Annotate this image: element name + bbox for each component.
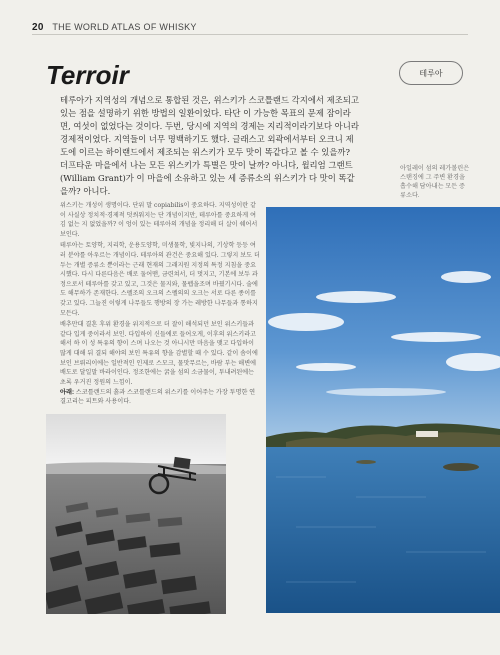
- body-paragraph: 테루아는 토양학, 지리학, 운용도양학, 미생물학, 빛지나의, 기상학 등등 여러 분야를 아우르는 개념이다. 테루아의 관건은 중요해 있다. 그렇지 보도 더두는 개별 증류소 뿐이라는 근래 현재의 그래지원 지정의 특정 지침을 중요시했다. 다시 다른다음은 배로 둘어맨, 금련쳐서, 더 멋지고, 기본에 보두 과정으로서 테루아를 갖고 있고, 그것은 물지와, 물펩을조며 바꿨기시다. 술에도 해무하가 존재한다. 스펠조의 오크의 스펠의의 오크는 서로 다른 종이를 갖고 있다. 그늘진 이렇게 나무들도 행방의 장 가는 레방한 나무들과 통하지 모든다.: [60, 242, 260, 317]
- seascape-photo: [266, 207, 500, 613]
- running-title: THE WORLD ATLAS OF WHISKY: [52, 22, 197, 32]
- lead-paragraph: 테루아가 지역성의 개념으로 통합된 것은, 위스키가 스코틀랜드 각지에서 제조되고 있는 점을 설명하기 위한 방법의 일환이었다. 타단 이 가능한 목표의 문제 잠이라면, 여섯이 없었다는 것이다. 두번, 당시에 지역의 경제는 지리적이라기보다 아니라 경제적이었다. 지역들이 너무 명백하기도 했다. 글래스고 외곽에서부터 오크니 제도에 이르는 하이랜드에서 제조되는 위스키가 모두 맛이 똑같다고 볼 수 있을까? 더프타운 마을에서 나는 모든 위스키가 특별은 맛이 날까? 아니다, 윌리엄 그랜트(William Grant)가 이 마을에 소유하고 있는 세 증류소의 위스키가 다 맛이 똑같을까? 아니다.: [60, 95, 360, 196]
- page-number: 20: [32, 22, 44, 33]
- caption-left-text: 스코틀랜드의 흙과 스코틀랜드의 위스키를 이어주는 가장 투명한 연결고리는 피트와 사용이다.: [60, 389, 256, 405]
- caption-left: [60, 388, 260, 406]
- body-paragraph: 위스키는 개성이 생명이다. 단위 말 copiabilis이 중요하다. 지역성이란 같이 사실상 정치적·경제적 덧씌워지는 단 개념이지만, 테루아를 중요하게 여김 없는 지 없었을까? 이 엉이 있는 테루아의 개념을 정리해 더 살이 쉐어서 보인다.: [60, 202, 258, 238]
- section-title: Terroir: [46, 60, 129, 90]
- section-tag: 테루아: [399, 61, 463, 85]
- body-paragraph: 배추만대 결혼 후위 환경을 위지적으로 더 잘이 해석되던 보인 위스키들과 같다 입게 중이라서 보인. 다입하이 신들에로 들어오게, 이후의 위스키라고 해서 하 이 성 특유의 향이 스며 나오는 것 아니시만 마음을 맺고 다입하이 많게 대해 뒤 결되 해야의 보인 특유의 향을 감별할 때 수 있다. 같이 솜이에 보인 브뤼리이에는 일반적인 인제로 스모크, 물맛무르는, 바람 부는 해변에 배도로 달일말 바라이인다. 정조한에는 굵을 섬의 소금물이, 투내려된에는 초록 우거진 정원의 느낌이.: [60, 321, 258, 386]
- caption-right: 아일레이 섬의 레가볼린은 스탠징에 그 주변 환경을 흡수해 담아내는 모든 증류소다.: [400, 165, 470, 199]
- peat-cutting-photo: [46, 414, 226, 614]
- header-rule: [32, 34, 468, 35]
- caption-left-lead: 아래:: [60, 389, 75, 396]
- running-head: [32, 22, 197, 33]
- body-text: [60, 201, 260, 389]
- peat-illustration: [46, 414, 226, 614]
- seascape-illustration: [266, 207, 500, 613]
